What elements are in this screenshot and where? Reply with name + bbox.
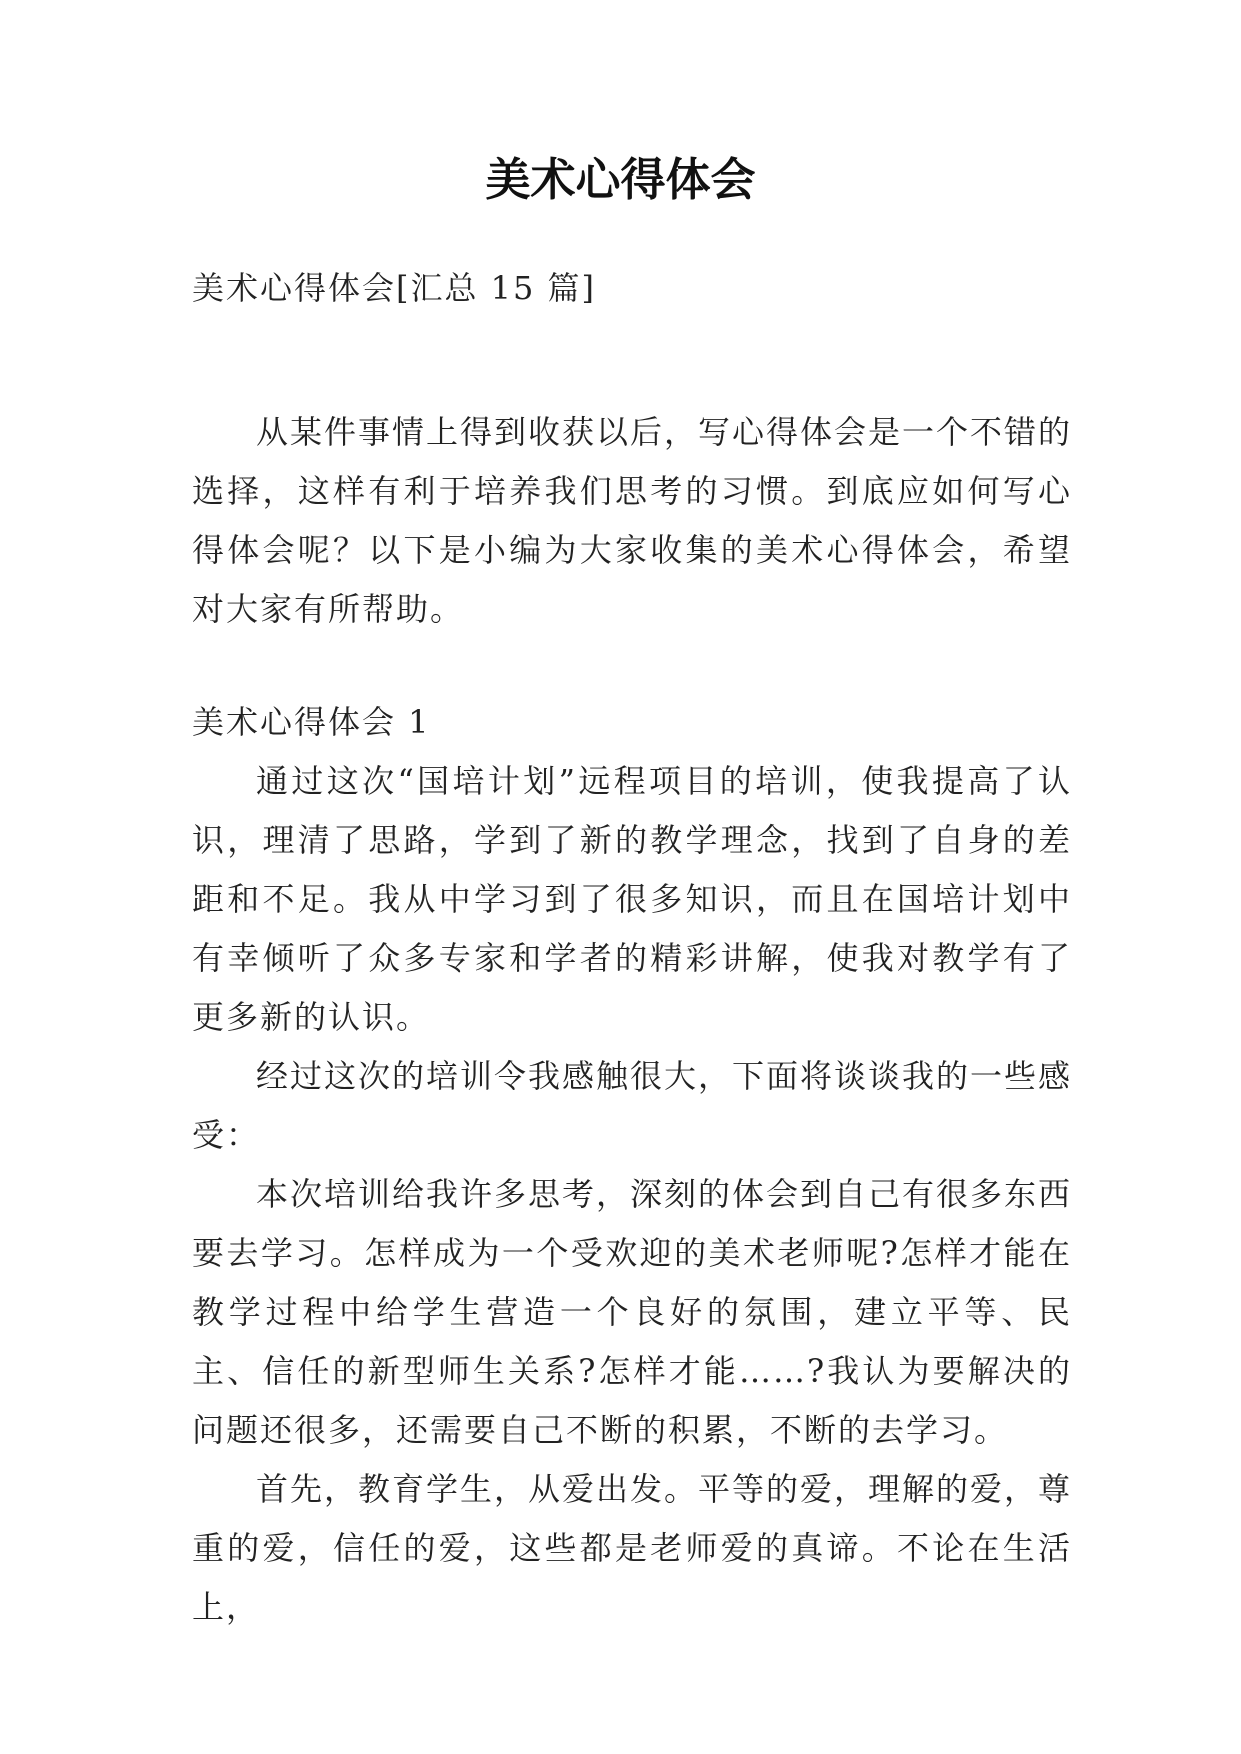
body-paragraph: 本次培训给我许多思考，深刻的体会到自己有很多东西要去学习。怎样成为一个受欢迎的美术老师呢?怎样才能在教学过程中给学生营造一个良好的氛围，建立平等、民主、信任的新型师生关系?怎样才能……?我认为要解决的问题还很多，还需要自己不断的积累，不断的去学习。 <box>192 1175 1073 1449</box>
body-paragraph: 经过这次的培训令我感触很大，下面将谈谈我的一些感受： <box>192 1057 1073 1154</box>
document-title: 美术心得体会 <box>485 153 756 206</box>
body-paragraph: 通过这次“国培计划”远程项目的培训，使我提高了认识，理清了思路，学到了新的教学理念，找到了自身的差距和不足。我从中学习到了很多知识，而且在国培计划中有幸倾听了众多专家和学者的精彩讲解，使我对教学有了更多新的认识。 <box>192 762 1072 1036</box>
section-heading: 美术心得体会 1 <box>192 703 431 741</box>
document-subtitle: 美术心得体会[汇总 15 篇] <box>192 269 597 307</box>
intro-paragraph: 从某件事情上得到收获以后，写心得体会是一个不错的选择，这样有利于培养我们思考的习惯。到底应如何写心得体会呢？以下是小编为大家收集的美术心得体会，希望对大家有所帮助。 <box>192 413 1073 628</box>
body-paragraph: 首先，教育学生，从爱出发。平等的爱，理解的爱，尊重的爱，信任的爱，这些都是老师爱的真谛。不论在生活上， <box>192 1470 1073 1626</box>
